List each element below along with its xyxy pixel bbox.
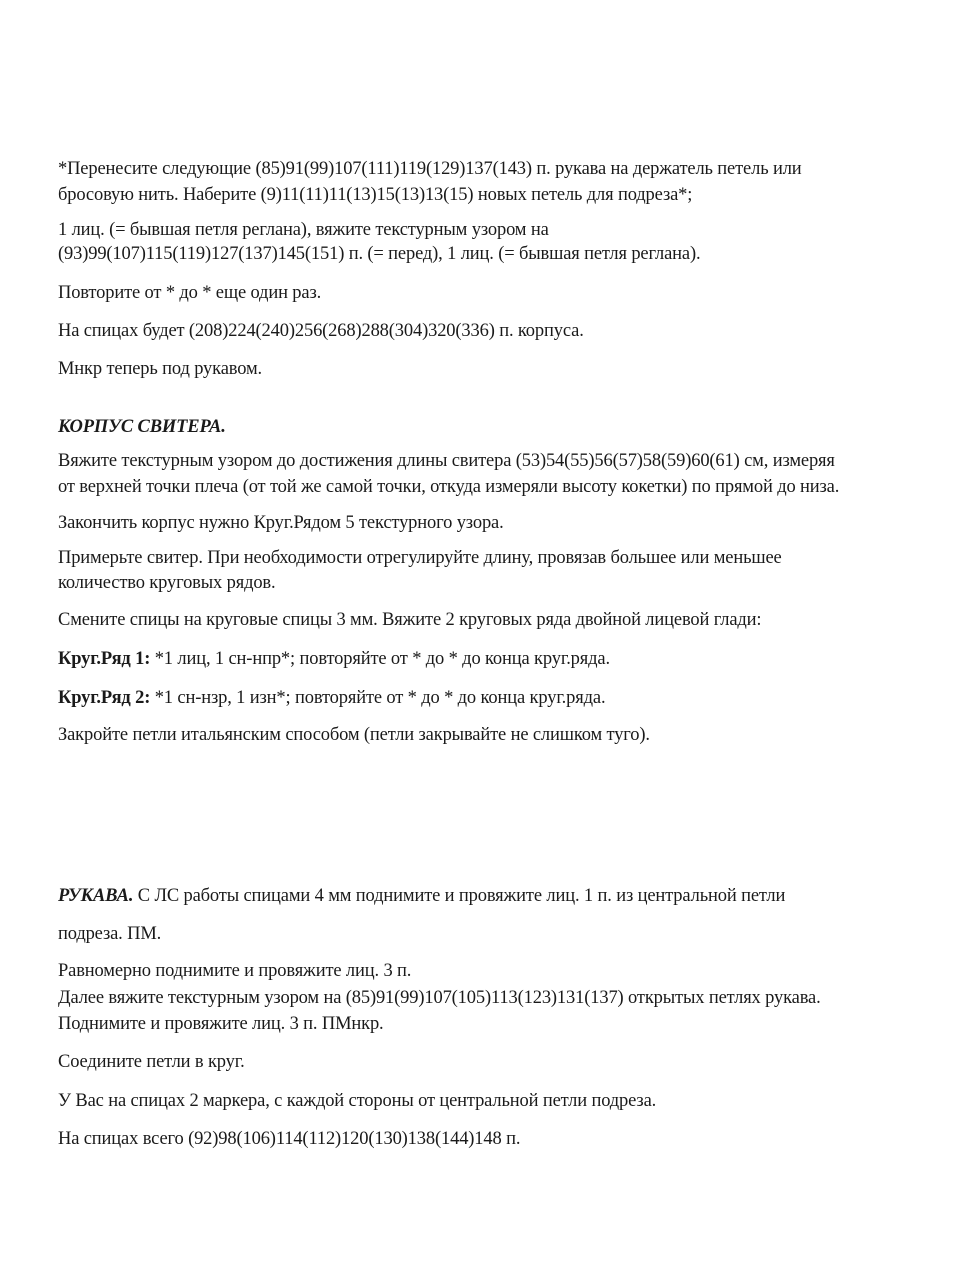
instruction-pick-up-line3: Поднимите и провяжите лиц. 3 п. ПМнкр. (58, 1014, 384, 1034)
sleeves-intro-text: С ЛС работы спицами 4 мм поднимите и провяжите лиц. 1 п. из центральной петли (133, 886, 786, 906)
instruction-finish-body: Закончить корпус нужно Круг.Рядом 5 текстурного узора. (58, 513, 504, 533)
instruction-sleeve-stitch-count: На спицах всего (92)98(106)114(112)120(130)138(144)148 п. (58, 1129, 521, 1149)
instruction-round-1 (58, 646, 610, 672)
instruction-knit-front-line2: (93)99(107)115(119)127(137)145(151) п. (= перед), 1 лиц. (= бывшая петля реглана). (58, 244, 701, 264)
section-heading-sleeves: РУКАВА. (58, 886, 134, 906)
instruction-sleeves-start-line2: подреза. ПМ. (58, 924, 162, 944)
section-heading-body: КОРПУС СВИТЕРА. (58, 417, 226, 437)
instruction-transfer-stitches-line2: бросовую нить. Наберите (9)11(11)11(13)15(13)13(15) новых петель для подреза*; (58, 185, 693, 205)
instruction-round-2 (58, 685, 605, 711)
round-2-label: Круг.Ряд 2: (58, 688, 151, 708)
instruction-pick-up-line1: Равномерно поднимите и провяжите лиц. 3 п. (58, 961, 412, 981)
instruction-body-length-line2: от верхней точки плеча (от той же самой точки, откуда измеряли высоту кокетки) по прямой до низа. (58, 477, 840, 497)
instruction-markers: У Вас на спицах 2 маркера, с каждой стороны от центральной петли подреза. (58, 1091, 657, 1111)
instruction-change-needles: Смените спицы на круговые спицы 3 мм. Вяжите 2 круговых ряда двойной лицевой глади: (58, 610, 762, 630)
instruction-knit-front-line1: 1 лиц. (= бывшая петля реглана), вяжите текстурным узором на (58, 220, 549, 240)
instruction-try-on-line2: количество круговых рядов. (58, 573, 276, 593)
instruction-join-in-round: Соедините петли в круг. (58, 1052, 245, 1072)
instruction-sleeves-start-line1 (58, 883, 785, 909)
instruction-body-length-line1: Вяжите текстурным узором до достижения длины свитера (53)54(55)56(57)58(59)60(61) см, измеряя (58, 451, 835, 471)
instruction-marker-position: Мнкр теперь под рукавом. (58, 359, 263, 379)
round-1-label: Круг.Ряд 1: (58, 649, 151, 669)
round-1-text: *1 лиц, 1 сн-нпр*; повторяйте от * до * до конца круг.ряда. (150, 649, 610, 669)
instruction-pick-up-line2: Далее вяжите текстурным узором на (85)91(99)107(105)113(123)131(137) открытых петлях рукава. (58, 988, 821, 1008)
instruction-bind-off: Закройте петли итальянским способом (петли закрывайте не слишком туго). (58, 725, 650, 745)
round-2-text: *1 сн-нзр, 1 изн*; повторяйте от * до * до конца круг.ряда. (150, 688, 606, 708)
instruction-repeat: Повторите от * до * еще один раз. (58, 283, 322, 303)
instruction-body-stitch-count: На спицах будет (208)224(240)256(268)288(304)320(336) п. корпуса. (58, 321, 584, 341)
instruction-transfer-stitches-line1: *Перенесите следующие (85)91(99)107(111)119(129)137(143) п. рукава на держатель петель или (58, 159, 802, 179)
instruction-try-on-line1: Примерьте свитер. При необходимости отрегулируйте длину, провязав большее или меньшее (58, 548, 782, 568)
